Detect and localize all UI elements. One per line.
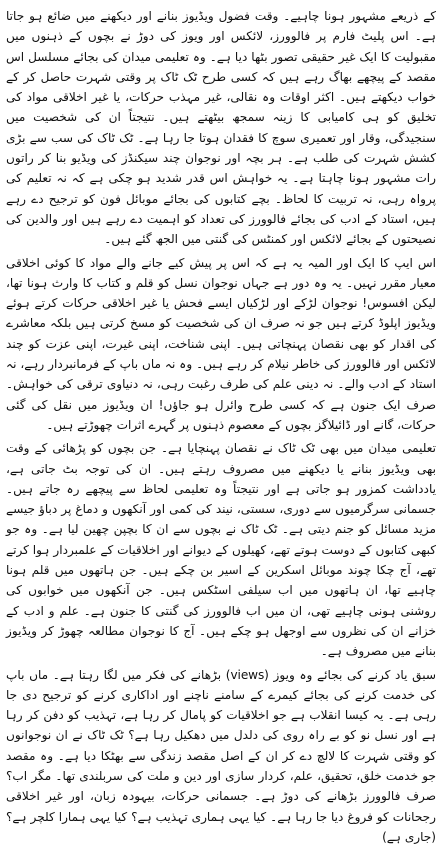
article-body bbox=[6, 6, 436, 847]
article-paragraph-1: کے ذریعے مشہور ہونا چاہیے۔ وقت فضول ویڈیوز بنانے اور دیکھنے میں ضائع ہو جاتا ہے۔ اس پلیٹ فارم پر فالوورز، لائکس اور ویوز کی دوڑ نے بچوں کے ذہنوں میں مقبولیت کا ایک غیر حقیقی تصور بٹھا دیا ہے۔ وہ تعلیمی میدان کی بجائے مسلسل اس مقصد کے پیچھے بھاگ رہے ہیں کہ کسی طرح ٹک ٹاک پر وقتی شہرت حاصل کر کے خواب دیکھتے ہیں۔ اکثر اوقات وہ نقالی، غیر مہذب حرکات، یا غیر اخلاقی مواد کی تخلیق کو ہی کامیابی کا زینہ سمجھ بیٹھتے ہیں۔ نتیجتاً ان کی شخصیت میں سنجیدگی، وقار اور تعمیری سوچ کا فقدان ہوتا جا رہا ہے۔ ٹک ٹاک کی سب سے بڑی کشش شہرت کی طلب ہے۔ ہر بچہ اور نوجوان چند سیکنڈز کی ویڈیو بنا کر راتوں رات مشہور ہونا چاہتا ہے۔ یہ خواہش اس قدر شدید ہو چکی ہے کہ نہ تعلیم کی پرواہ رہی، نہ تربیت کا لحاظ۔ بچے کتابوں کی بجائے موبائل فون کو ترجیح دے رہے ہیں، استاد کے ادب کی بجائے فالوورز کی تعداد کو اہمیت دے رہے ہیں اور والدین کی نصیحتوں کے بجائے لائکس اور کمنٹس کی گنتی میں الجھ گئے ہیں۔ bbox=[6, 6, 436, 250]
article-paragraph-4: سبق یاد کرنے کی بجائے وہ ویوز (views) بڑھانے کی فکر میں لگا رہتا ہے۔ ماں باپ کی خدمت کرنے کی بجائے کیمرے کے سامنے ناچنے اور اداکاری کرنے کو ترجیح دی جا رہی ہے۔ یہ کیسا انقلاب ہے جو اخلاقیات کو پامال کر رہا ہے، تہذیب کو دفن کر رہا ہے اور نسل نو کو بے راہ روی کی دلدل میں دھکیل رہا ہے؟ ٹک ٹاک نے ان نوجوانوں کو وقتی شہرت کا لالچ دے کر ان کے اصل مقصد زندگی سے بھٹکا دیا ہے۔ وہ مقصد جو خدمت خلق، تحقیق، علم، کردار سازی اور دین و ملت کی سربلندی تھا۔ مگر اب؟ صرف فالوورز بڑھانے کی دوڑ ہے۔ جسمانی حرکات، بیہودہ زبان، اور غیر اخلاقی رجحانات کو فروغ دیا جا رہا ہے۔ کیا یہی ہماری تہذیب ہے؟ کیا یہی ہمارا کلچر ہے؟ (جاری ہے) bbox=[6, 665, 436, 847]
article-paragraph-2: اس ایپ کا ایک اور المیہ یہ ہے کہ اس پر پیش کیے جانے والے مواد کا کوئی اخلاقی معیار مقرر نہیں۔ یہ وہ دور ہے جہاں نوجوان نسل کو قلم و کتاب کا وارث ہونا تھا، لیکن افسوس! نوجوان لڑکے اور لڑکیاں ایسے فحش یا غیر اخلاقی حرکات کرتے ہوئے ویڈیوز اپلوڈ کرتے ہیں جو نہ صرف ان کی شخصیت کو مسخ کرتی ہیں بلکہ معاشرے کی اقدار کو بھی نقصان پہنچاتی ہیں۔ اپنی شناخت، اپنی غیرت، اپنی عزت کو چند لائکس اور فالوورز کی خاطر نیلام کر رہے ہیں۔ وہ نہ ماں باپ کے فرمانبردار رہے، نہ استاد کے ادب والے۔ نہ دینی علم کی طرف رغبت رہی، نہ دنیاوی ترقی کی خواہش۔ صرف ایک جنون ہے کہ کسی طرح وائرل ہو جاؤں! ان ویڈیوز میں نقل کی گئی حرکات، گانے اور ڈائیلاگز بچوں کے معصوم ذہنوں پر گہرے اثرات چھوڑتے ہیں۔ bbox=[6, 253, 436, 436]
article-paragraph-3: تعلیمی میدان میں بھی ٹک ٹاک نے نقصان پہنچایا ہے۔ جن بچوں کو پڑھائی کے وقت بھی ویڈیوز بنانے یا دیکھنے میں مصروف رہتے ہیں۔ ان کی توجہ بٹ جاتی ہے، یادداشت کمزور ہو جاتی ہے اور نتیجتاً وہ تعلیمی لحاظ سے پیچھے رہ جاتے ہیں۔ جسمانی سرگرمیوں سے دوری، سستی، نیند کی کمی اور آنکھوں و دماغ پر دباؤ جیسے مزید مسائل کو جنم دیتی ہے۔ ٹک ٹاک نے بچوں سے ان کا بچپن چھین لیا ہے۔ وہ جو کبھی کتابوں کے دوست ہوتے تھے، کھیلوں کے دیوانے اور اخلاقیات کے علمبردار ہوا کرتے تھے، آج چکا چوند موبائل اسکرین کے اسیر بن چکے ہیں۔ جن ہاتھوں میں قلم ہونا چاہیے تھا، ان ہاتھوں میں اب سیلفی اسٹکس ہیں۔ جن آنکھوں میں خوابوں کی روشنی ہونی چاہیے تھی، ان میں اب فالوورز کی گنتی کا جنون ہے۔ علم و ادب کے خزانے ان کی نظروں سے اوجھل ہو چکے ہیں۔ آج کا نوجوان مطالعہ چھوڑ کر ویڈیوز بنانے میں مصروف ہے۔ bbox=[6, 438, 436, 661]
